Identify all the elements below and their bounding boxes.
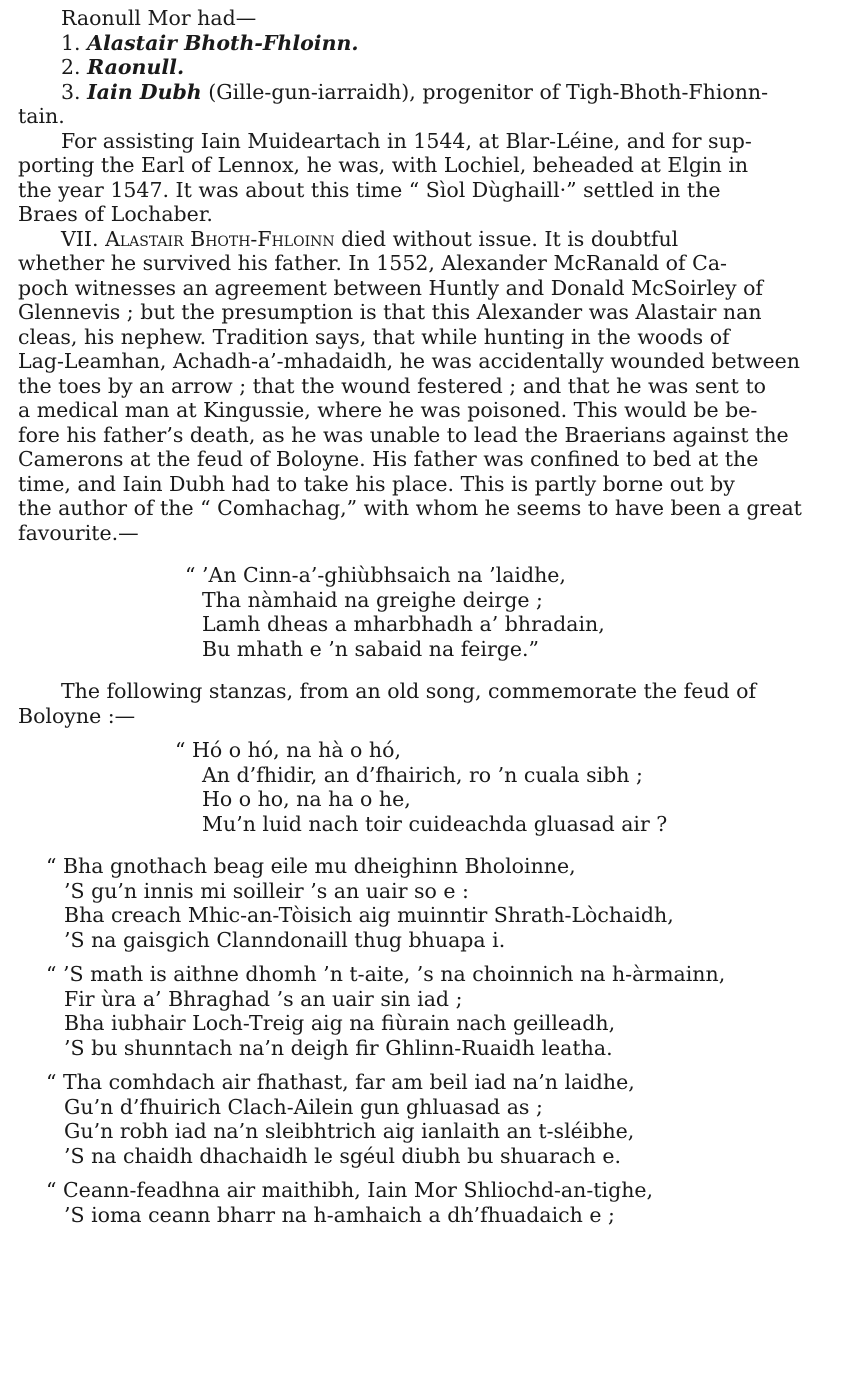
text-line: fore his father’s death, as he was unable to lead the Braerians against the: [18, 422, 789, 447]
page: [18, 6, 824, 1227]
text-line: VII. Alastair Bhoth-Fhloinn died without issue. It is doubtful: [61, 226, 679, 251]
verse-line: Tha nàmhaid na greighe deirge ;: [202, 587, 543, 612]
verse-line: An d’fhidir, an d’fhairich, ro ’n cuala sibh ;: [202, 762, 643, 787]
verse-line: Lamh dheas a mharbhadh a’ bhradain,: [202, 612, 605, 636]
text-line: Lag-Leamhan, Achadh-a’-mhadaidh, he was accidentally wounded between: [18, 349, 800, 373]
spacer: [18, 1060, 824, 1070]
text-line: favourite.—: [18, 520, 139, 545]
child-2: 2. Raonull.: [61, 55, 185, 79]
spacer: [18, 728, 824, 738]
verse-line: “ ’An Cinn-a’-ghiùbhsaich na ’laidhe,: [185, 563, 566, 587]
text-line: whether he survived his father. In 1552, Alexander McRanald of Ca-: [18, 251, 727, 275]
verse-line: Gu’n d’fhuirich Clach-Ailein gun ghluasad as ;: [64, 1094, 543, 1119]
paragraph-3: [18, 679, 824, 728]
verse-4: [18, 962, 824, 1060]
verse-line: “ Tha comhdach air fhathast, far am beil iad na’n laidhe,: [46, 1070, 635, 1094]
verse-line: ’S gu’n innis mi soilleir ’s an uair so e :: [64, 878, 469, 903]
child-3-continued: tain.: [18, 104, 65, 128]
verse-line: ’S na gaisgich Clanndonaill thug bhuapa i.: [64, 927, 506, 952]
text-line: Camerons at the feud of Boloyne. His father was confined to bed at the: [18, 447, 759, 471]
verse-line: Bha iubhair Loch-Treig aig na fiùrain nach geilleadh,: [64, 1011, 616, 1035]
verse-1: [18, 563, 824, 661]
verse-line: Gu’n robh iad na’n sleibhtrich aig ianlaith an t-sléibhe,: [64, 1119, 635, 1143]
text-line: poch witnesses an agreement between Huntly and Donald McSoirley of: [18, 275, 764, 300]
intro-block: [18, 6, 824, 129]
spacer: [18, 661, 824, 679]
verse-line: “ Bha gnothach beag eile mu dheighinn Bholoinne,: [46, 854, 576, 878]
paragraph-1: [18, 129, 824, 227]
verse-line: “ Hó o hó, na hà o hó,: [175, 738, 401, 762]
spacer: [18, 952, 824, 962]
child-name: Raonull.: [87, 55, 185, 79]
text-line: For assisting Iain Muideartach in 1544, at Blar-Léine, and for sup-: [61, 128, 752, 153]
child-name: Iain Dubh: [87, 79, 202, 104]
text-line: cleas, his nephew. Tradition says, that while hunting in the woods of: [18, 324, 730, 349]
text-line: the toes by an arrow ; that the wound festered ; and that he was sent to: [18, 373, 767, 398]
text-line: the year 1547. It was about this time “ Sìol Dùghaill·” settled in the: [18, 177, 721, 202]
intro-line: Raonull Mor had—: [61, 6, 257, 30]
text-line: The following stanzas, from an old song, commemorate the feud of: [61, 679, 757, 703]
verse-line: Bha creach Mhic-an-Tòisich aig muinntir Shrath-Lòchaidh,: [64, 903, 674, 927]
text-line: Glennevis ; but the presumption is that this Alexander was Alastair nan: [18, 300, 762, 324]
text-line: the author of the “ Comhachag,” with whom he seems to have been a great: [18, 496, 802, 520]
section-numeral: VII.: [61, 226, 99, 251]
verse-line: Mu’n luid nach toir cuideachda gluasad air ?: [202, 811, 668, 836]
verse-6: [18, 1178, 824, 1227]
text-line: Boloyne :—: [18, 703, 136, 728]
verse-line: “ ’S math is aithne dhomh ’n t-aite, ’s na choinnich na h-àrmainn,: [46, 962, 726, 986]
child-3: 3. Iain Dubh (Gille-gun-iarraidh), progenitor of Tigh-Bhoth-Fhionn-: [61, 79, 769, 104]
spacer: [18, 836, 824, 854]
verse-line: ’S bu shunntach na’n deigh fir Ghlinn-Ruaidh leatha.: [64, 1035, 613, 1060]
text-line: time, and Iain Dubh had to take his place. This is partly borne out by: [18, 471, 735, 496]
spacer: [18, 545, 824, 563]
child-name: Alastair Bhoth-Fhloinn.: [87, 30, 359, 55]
verse-2: [18, 738, 824, 836]
child-1: 1. Alastair Bhoth-Fhloinn.: [61, 30, 359, 55]
text-line: a medical man at Kingussie, where he was poisoned. This would be be-: [18, 398, 758, 422]
verse-3: [18, 854, 824, 952]
paragraph-2: [18, 227, 824, 546]
verse-line: Fir ùra a’ Bhraghad ’s an uair sin iad ;: [64, 986, 463, 1011]
text-line: porting the Earl of Lennox, he was, with Lochiel, beheaded at Elgin in: [18, 153, 749, 177]
text-line: Braes of Lochaber.: [18, 202, 213, 226]
verse-5: [18, 1070, 824, 1168]
heading-name: Alastair Bhoth-Fhloinn: [105, 226, 335, 251]
spacer: [18, 1168, 824, 1178]
verse-line: ’S ioma ceann bharr na h-amhaich a dh’fhuadaich e ;: [64, 1202, 615, 1227]
verse-line: Ho o ho, na ha o he,: [202, 787, 411, 811]
verse-line: ’S na chaidh dhachaidh le sgéul diubh bu shuarach e.: [64, 1143, 622, 1168]
verse-line: “ Ceann-feadhna air maithibh, Iain Mor Shliochd-an-tighe,: [46, 1178, 654, 1202]
verse-line: Bu mhath e ’n sabaid na feirge.”: [202, 636, 540, 661]
